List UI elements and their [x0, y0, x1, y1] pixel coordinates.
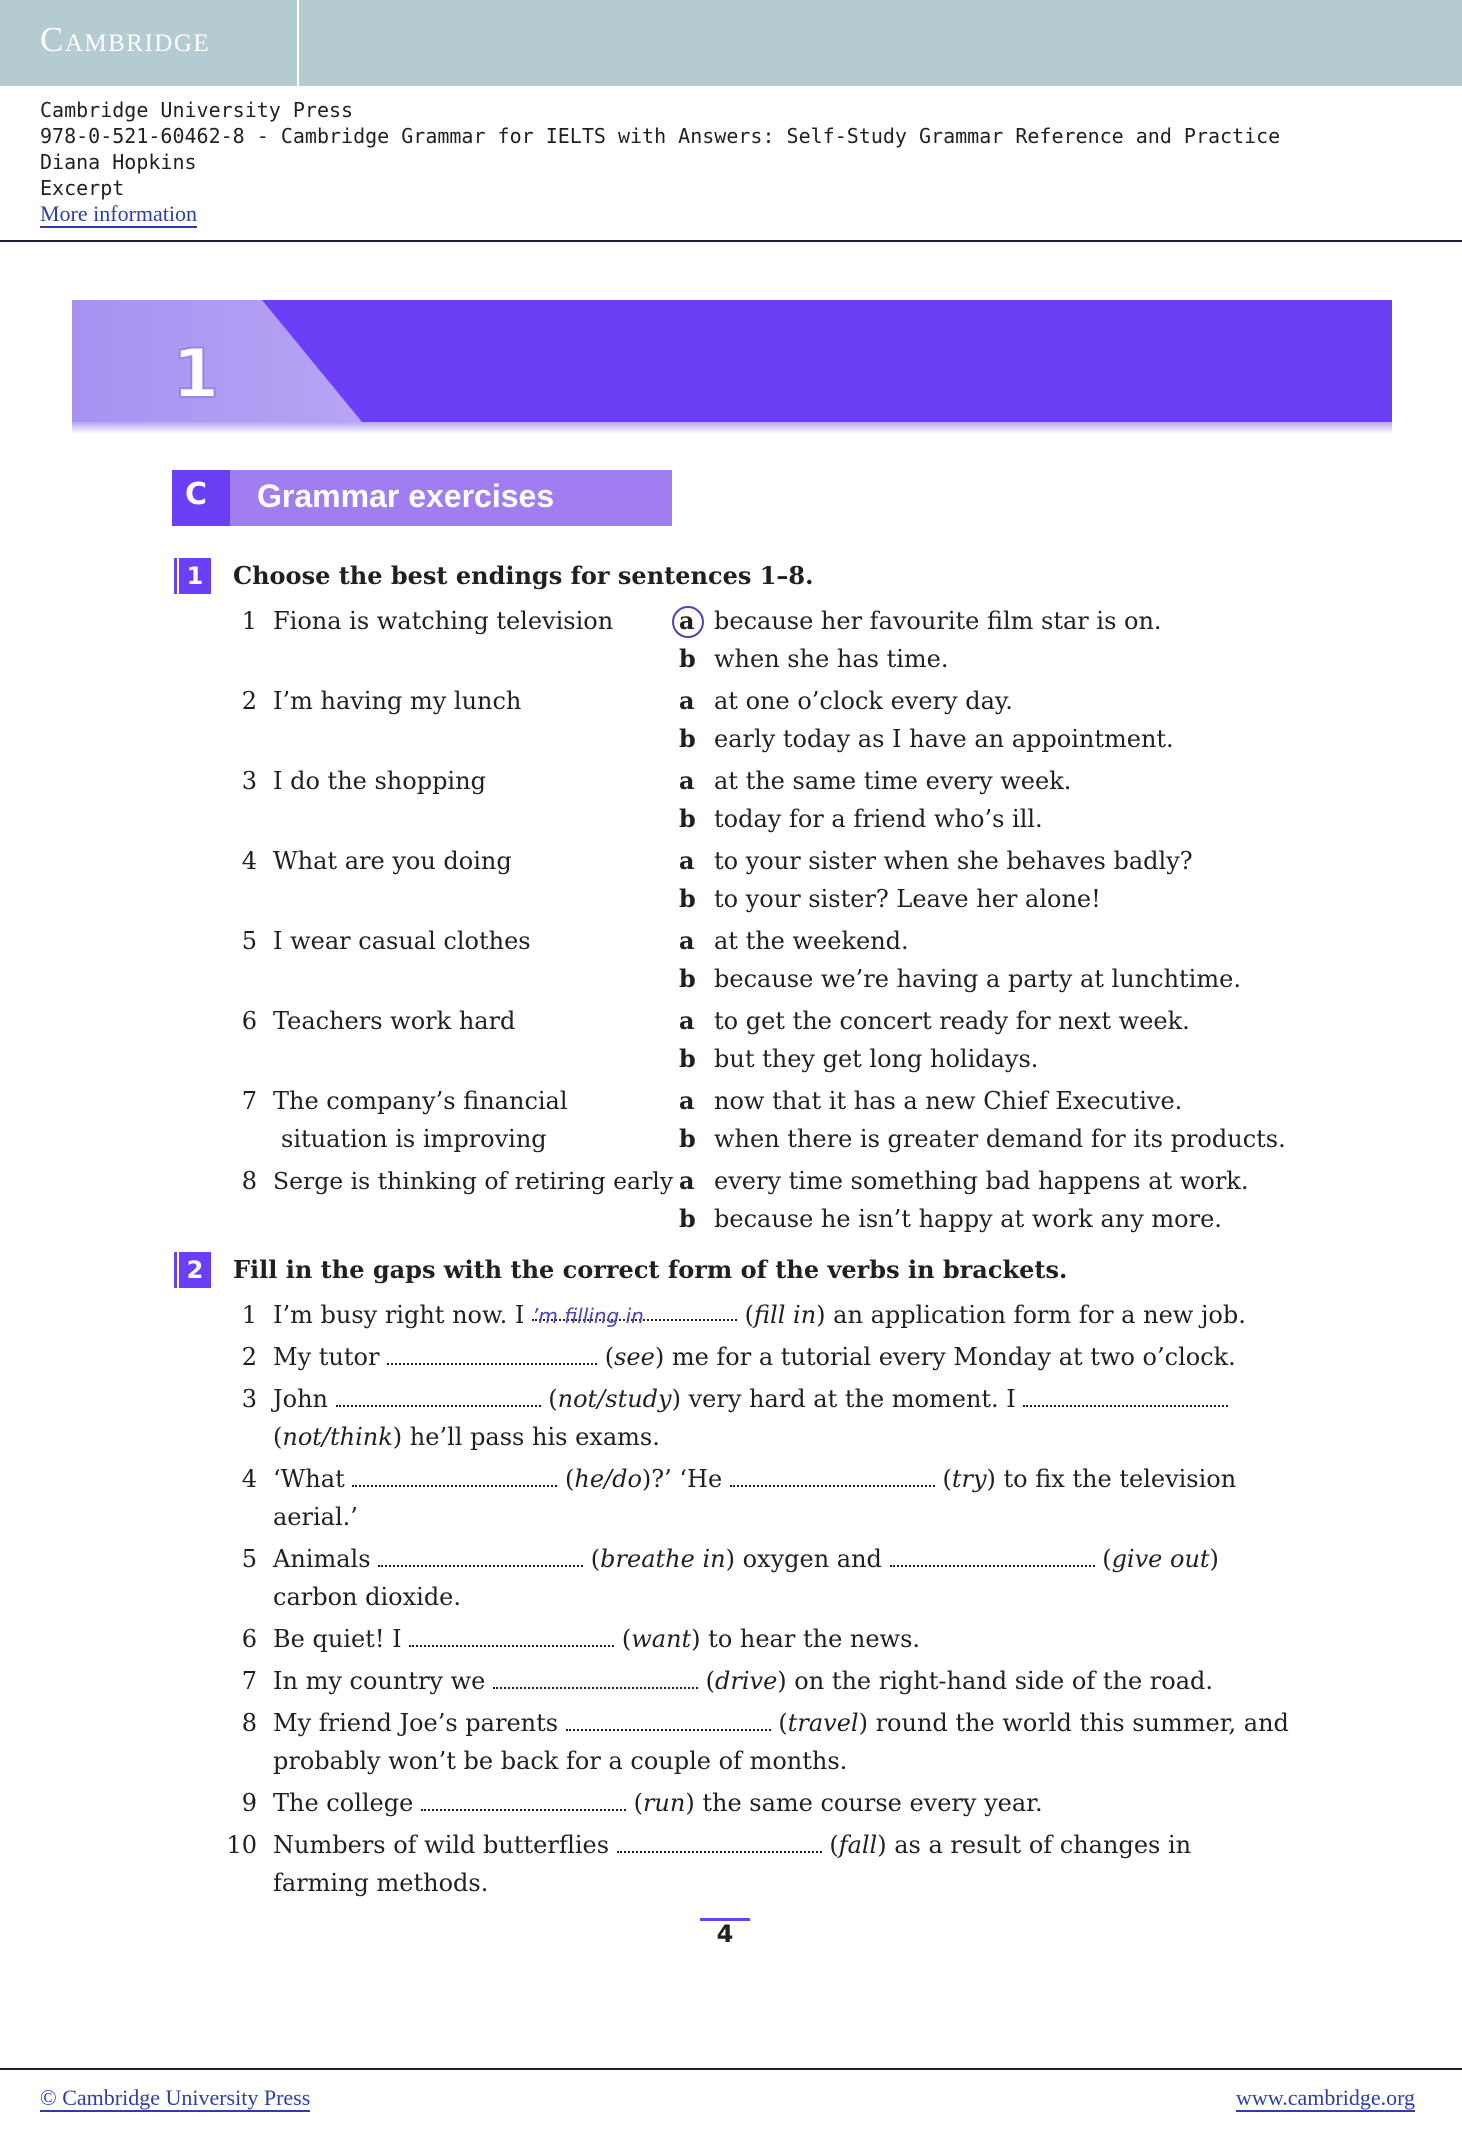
option-a-text: to get the concert ready for next week.	[714, 1007, 1190, 1035]
exercise-1-number: 1	[179, 558, 211, 594]
item-number: 8	[241, 1167, 257, 1195]
answer-gap[interactable]	[336, 1387, 541, 1407]
item-number: 7	[241, 1667, 257, 1695]
sentence-stem: Serge is thinking of retiring early	[273, 1167, 674, 1195]
gap-sentence-continued: (not/think) he’ll pass his exams.	[273, 1423, 660, 1451]
option-letter-b: b	[679, 804, 696, 833]
unit-number: 1	[172, 335, 220, 414]
excerpt-line: Excerpt	[40, 176, 125, 200]
item-number: 7	[241, 1087, 257, 1115]
item-number: 5	[241, 927, 257, 955]
option-a-text: at the weekend.	[714, 927, 909, 955]
option-b-text: because he isn’t happy at work any more.	[714, 1205, 1222, 1233]
copyright-link[interactable]: © Cambridge University Press	[40, 2085, 311, 2110]
item-number: 2	[241, 687, 257, 715]
item-number: 9	[241, 1789, 257, 1817]
option-a-text: because her favourite film star is on.	[714, 607, 1162, 635]
item-number: 5	[241, 1545, 257, 1573]
option-b-text: to your sister? Leave her alone!	[714, 885, 1101, 913]
section-letter: C	[185, 477, 208, 512]
author-line: Diana Hopkins	[40, 150, 197, 174]
option-b-text: when she has time.	[714, 645, 949, 673]
sentence-stem: I’m having my lunch	[273, 687, 522, 715]
option-letter-a: a	[679, 1166, 695, 1195]
item-number: 4	[241, 1465, 257, 1493]
option-letter-a: a	[679, 1086, 695, 1115]
answer-gap[interactable]	[378, 1547, 583, 1567]
footer-divider	[0, 2068, 1462, 2070]
option-letter-b: b	[679, 1044, 696, 1073]
gap-sentence: My tutor (see) me for a tutorial every Monday at two o’clock.	[273, 1343, 1236, 1371]
answer-gap[interactable]	[409, 1627, 614, 1647]
gap-sentence: Be quiet! I (want) to hear the news.	[273, 1625, 921, 1653]
option-letter-a: a	[679, 606, 695, 635]
more-information-link[interactable]: More information	[40, 201, 198, 226]
handwritten-answer: ’m filling in	[532, 1304, 644, 1328]
gap-sentence-continued: carbon dioxide.	[273, 1583, 462, 1611]
item-number: 10	[226, 1831, 257, 1859]
unit-banner-shadow	[72, 422, 1392, 434]
answer-gap[interactable]	[352, 1467, 557, 1487]
option-a-text: to your sister when she behaves badly?	[714, 847, 1193, 875]
option-a-text: at one o’clock every day.	[714, 687, 1013, 715]
sentence-stem: I do the shopping	[273, 767, 486, 795]
gap-sentence-continued: aerial.’	[273, 1503, 358, 1531]
publisher-line: Cambridge University Press	[40, 98, 354, 122]
option-letter-a: a	[679, 766, 695, 795]
answer-gap[interactable]	[566, 1711, 771, 1731]
gap-sentence: I’m busy right now. I ’m filling in (fill in) an application form for a new job.	[273, 1301, 1246, 1329]
sentence-stem: Teachers work hard	[273, 1007, 516, 1035]
brand-logo: Cambridge	[40, 20, 211, 59]
option-letter-b: b	[679, 964, 696, 993]
page-number: 4	[716, 1920, 734, 1948]
item-number: 3	[241, 767, 257, 795]
answer-gap[interactable]	[421, 1791, 626, 1811]
brand-bar	[0, 0, 1462, 86]
sentence-stem: I wear casual clothes	[273, 927, 531, 955]
answer-gap[interactable]	[387, 1345, 597, 1365]
brand-separator	[297, 0, 299, 86]
isbn-title-line: 978-0-521-60462-8 - Cambridge Grammar for IELTS with Answers: Self-Study Grammar Reference and Practice	[40, 124, 1281, 148]
item-number: 6	[241, 1625, 257, 1653]
exercise-2-instruction: Fill in the gaps with the correct form of the verbs in brackets.	[233, 1255, 1068, 1284]
option-letter-a: a	[679, 926, 695, 955]
option-b-text: when there is greater demand for its products.	[714, 1125, 1286, 1153]
option-b-text: because we’re having a party at lunchtime.	[714, 965, 1241, 993]
option-b-text: early today as I have an appointment.	[714, 725, 1174, 753]
option-letter-a: a	[679, 846, 695, 875]
option-letter-b: b	[679, 644, 696, 673]
gap-sentence: My friend Joe’s parents (travel) round the world this summer, and	[273, 1709, 1289, 1737]
gap-sentence-continued: farming methods.	[273, 1869, 489, 1897]
option-letter-a: a	[679, 686, 695, 715]
section-title: Grammar exercises	[257, 478, 555, 514]
answer-gap[interactable]	[532, 1301, 737, 1328]
sentence-stem: What are you doing	[273, 847, 512, 875]
sentence-stem: The company’s financial	[273, 1087, 568, 1115]
answer-gap[interactable]	[493, 1669, 698, 1689]
option-letter-b: b	[679, 724, 696, 753]
gap-sentence: In my country we (drive) on the right-hand side of the road.	[273, 1667, 1214, 1695]
item-number: 1	[241, 607, 257, 635]
gap-sentence: Animals (breathe in) oxygen and (give out)	[273, 1545, 1219, 1573]
header-divider	[0, 240, 1462, 242]
item-number: 1	[241, 1301, 257, 1329]
option-letter-b: b	[679, 1124, 696, 1153]
gap-sentence: John (not/study) very hard at the moment. I	[273, 1385, 1228, 1413]
gap-sentence: ‘What (he/do)?’ ‘He (try) to fix the television	[273, 1465, 1237, 1493]
option-a-text: at the same time every week.	[714, 767, 1072, 795]
gap-sentence: Numbers of wild butterflies (fall) as a result of changes in	[273, 1831, 1192, 1859]
answer-gap[interactable]	[1023, 1387, 1228, 1407]
item-number: 6	[241, 1007, 257, 1035]
answer-gap[interactable]	[890, 1547, 1095, 1567]
option-b-text: today for a friend who’s ill.	[714, 805, 1043, 833]
item-number: 3	[241, 1385, 257, 1413]
option-letter-b: b	[679, 884, 696, 913]
gap-sentence-continued: probably won’t be back for a couple of months.	[273, 1747, 848, 1775]
sentence-stem: Fiona is watching television	[273, 607, 614, 635]
item-number: 4	[241, 847, 257, 875]
item-number: 2	[241, 1343, 257, 1371]
option-a-text: now that it has a new Chief Executive.	[714, 1087, 1183, 1115]
exercise-1-instruction: Choose the best endings for sentences 1–8.	[233, 561, 814, 590]
sentence-stem-continued: situation is improving	[281, 1125, 547, 1153]
option-letter-a: a	[679, 1006, 695, 1035]
unit-banner	[72, 300, 1392, 422]
website-link[interactable]: www.cambridge.org	[1236, 2085, 1416, 2110]
item-number: 8	[241, 1709, 257, 1737]
gap-sentence: The college (run) the same course every year.	[273, 1789, 1043, 1817]
option-b-text: but they get long holidays.	[714, 1045, 1039, 1073]
option-a-text: every time something bad happens at work.	[714, 1167, 1249, 1195]
exercise-2-number: 2	[179, 1252, 211, 1288]
option-letter-b: b	[679, 1204, 696, 1233]
answer-gap[interactable]	[730, 1467, 935, 1487]
answer-gap[interactable]	[617, 1833, 822, 1853]
